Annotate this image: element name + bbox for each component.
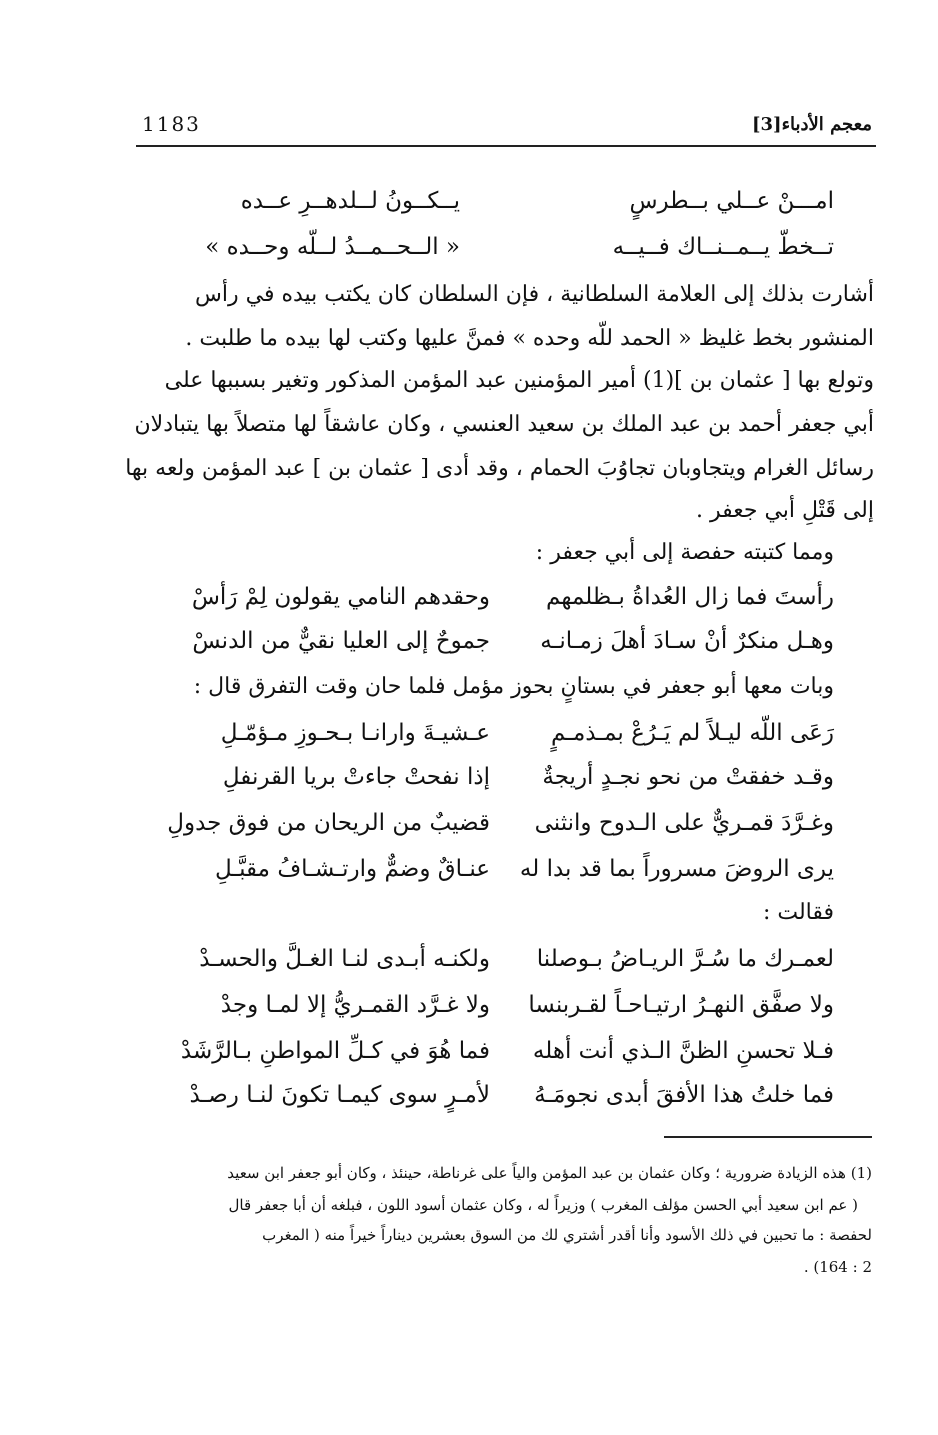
prose-line: وتولع بها [ عثمان بن ](1) أمير المؤمنين عبد المؤمن المذكور وتغير بسببها على xyxy=(164,368,874,393)
footnote-line: لحفصة : ما تحبين في ذلك الأسود وأنا أقدر أشتري لك من السوق بعشرين ديناراً خيراً منه ( المغرب xyxy=(262,1226,872,1244)
verse-hemistich: عنـاقٌ وضمٌّ وارتـشـافُ مقبَّـلِ xyxy=(214,856,490,882)
verse-hemistich: وحقدهم النامي يقولون لِمْ رَأسْ xyxy=(191,584,490,610)
verse-hemistich: يــكــونُ لــلدهــرِ عــده xyxy=(240,188,460,214)
verse-hemistich: فما هُوَ في كـلِّ المواطنِ بـالرَّشَدْ xyxy=(180,1038,490,1064)
verse-intro: فقالت : xyxy=(762,900,834,925)
footnote-line: (1) هذه الزيادة ضرورية ؛ وكان عثمان بن عبد المؤمن والياً على غرناطة، حينئذ ، وكان أبو جعفر ابن سعيد xyxy=(227,1164,872,1182)
verse-hemistich: وهـل منكرٌ أنْ سـادَ أهلَ زمـانـه xyxy=(540,628,834,654)
prose-line: أشارت بذلك إلى العلامة السلطانية ، فإن السلطان كان يكتب بيده في رأس xyxy=(195,282,874,307)
verse-hemistich: رَعَى اللّه ليـلاً لم يَـرُعْ بمـذمـمٍ xyxy=(550,720,834,746)
page-number: 1183 xyxy=(142,112,201,136)
footnote-line: ( عم ابن سعيد أبي الحسن مؤلف المغرب ) وزيراً له ، وكان عثمان أسود اللون ، فبلغه أن أبا جعفر قال xyxy=(228,1196,858,1214)
running-header-title: معجم الأدباء[3] xyxy=(751,114,872,135)
verse-intro: ومما كتبته حفصة إلى أبي جعفر : xyxy=(535,540,834,565)
verse-hemistich: تــخطّ يــمــنــاك فــيــه xyxy=(612,234,834,260)
verse-hemistich: فما خلتُ هذا الأفقَ أبدى نجومَـهُ xyxy=(534,1082,834,1108)
verse-hemistich: قضيبٌ من الريحان من فوق جدولِ xyxy=(167,810,490,836)
verse-hemistich: « الــحــمــدُ لــلّه وحــده » xyxy=(205,234,460,260)
prose-line: المنشور بخط غليظ « الحمد للّه وحده » فمنَّ عليها وكتب لها بيده ما طلبت . xyxy=(185,326,874,351)
prose-line: أبي جعفر أحمد بن عبد الملك بن سعيد العنسي ، وكان عاشقاً لها متصلاً بها يتبادلان xyxy=(134,412,874,437)
verse-hemistich: جموحٌ إلى العليا نقيٌّ من الدنسْ xyxy=(192,628,490,654)
verse-hemistich: يرى الروضَ مسروراً بما قد بدا له xyxy=(519,856,834,882)
footnote-rule xyxy=(664,1136,872,1138)
verse-hemistich: ولكنـه أبـدى لنـا الغـلَّ والحسـدْ xyxy=(199,946,490,972)
verse-hemistich: ولا صفَّق النهـرُ ارتيـاحـاً لقـربنسا xyxy=(528,992,834,1018)
header-rule xyxy=(136,145,876,147)
verse-hemistich: امـــنْ عــلي بــطرسٍ xyxy=(629,188,834,214)
verse-hemistich: وغـرَّدَ قمـريٌّ على الـدوح وانثنى xyxy=(534,810,834,836)
prose-line: إلى قَتْلِ أبي جعفر . xyxy=(696,498,874,523)
verse-hemistich: لأمـرٍ سوى كيمـا تكونَ لنـا رصـدْ xyxy=(189,1082,490,1108)
verse-hemistich: وقـد خفقتْ من نحو نجـدٍ أريجةٌ xyxy=(542,764,834,790)
verse-hemistich: لعمـرك ما سُـرَّ الريـاضُ بـوصلنا xyxy=(536,946,834,972)
verse-hemistich: عـشيـةَ وارانـا بـحـوزِ مـؤمّـلِ xyxy=(220,720,490,746)
footnote-line: 2 : 164) . xyxy=(803,1258,872,1276)
verse-hemistich: رأستَ فما زال العُداةُ بـظلمهم xyxy=(546,584,834,610)
verse-hemistich: إذا نفحتْ جاءتْ بريا القرنفلِ xyxy=(222,764,490,790)
verse-hemistich: فـلا تحسنِ الظنَّ الـذي أنت أهله xyxy=(532,1038,834,1064)
prose-line: رسائل الغرام ويتجاوبان تجاوُبَ الحمام ، وقد أدى [ عثمان بن ] عبد المؤمن ولعه بها xyxy=(125,456,874,481)
verse-hemistich: ولا غـرَّد القمـريُّ إلا لمـا وجدْ xyxy=(220,992,490,1018)
verse-intro: وبات معها أبو جعفر في بستانٍ بحوز مؤمل فلما حان وقت التفرق قال : xyxy=(193,674,834,699)
